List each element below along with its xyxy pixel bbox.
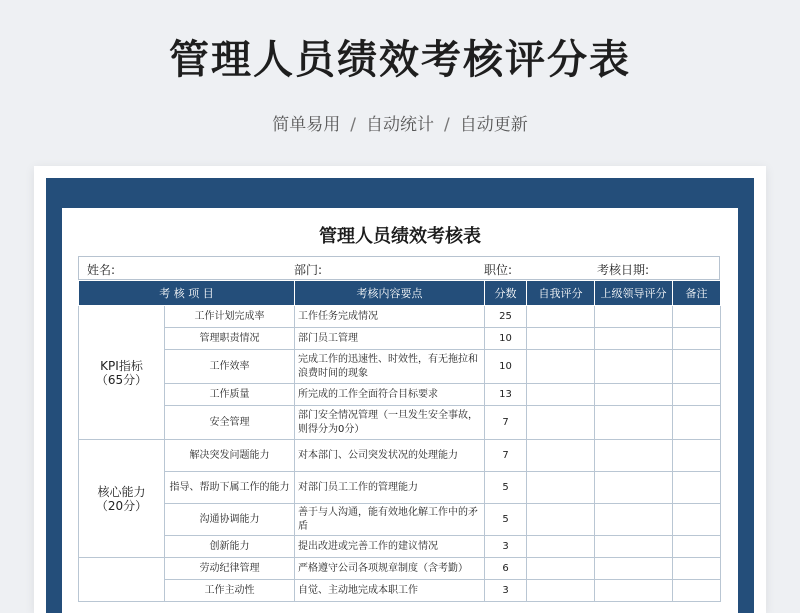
item-cell: 安全管理 <box>165 406 295 440</box>
item-cell: 工作计划完成率 <box>165 306 295 328</box>
score-cell: 10 <box>485 328 527 350</box>
self-score-cell[interactable] <box>527 580 595 602</box>
page-subtitle <box>0 110 800 135</box>
item-cell: 工作质量 <box>165 384 295 406</box>
category-name: 核心能力 <box>97 484 146 499</box>
score-cell: 6 <box>485 558 527 580</box>
score-cell: 5 <box>485 504 527 536</box>
note-cell[interactable] <box>673 440 721 472</box>
score-cell: 3 <box>485 580 527 602</box>
score-cell: 13 <box>485 384 527 406</box>
self-score-cell[interactable] <box>527 440 595 472</box>
position-label: 职位: <box>484 263 513 277</box>
table-row <box>79 406 721 440</box>
table-row <box>79 328 721 350</box>
page-title: 管理人员绩效考核评分表 <box>169 37 631 83</box>
table-header-row <box>79 281 721 306</box>
item-cell: 管理职责情况 <box>165 328 295 350</box>
leader-score-cell[interactable] <box>595 580 673 602</box>
category-cell <box>79 558 165 602</box>
dept-label: 部门: <box>294 263 323 277</box>
self-score-cell[interactable] <box>527 306 595 328</box>
content-cell: 完成工作的迅速性、时效性，有无拖拉和浪费时间的现象 <box>295 350 485 384</box>
content-cell: 部门安全情况管理（一旦发生安全事故，则得分为0分） <box>295 406 485 440</box>
item-cell: 指导、帮助下属工作的能力 <box>165 472 295 504</box>
category-score: （65分） <box>95 372 148 387</box>
content-cell: 对部门员工工作的管理能力 <box>295 472 485 504</box>
score-cell: 3 <box>485 536 527 558</box>
header-score: 分数 <box>485 281 527 306</box>
table-row <box>79 536 721 558</box>
note-cell[interactable] <box>673 558 721 580</box>
score-cell: 7 <box>485 406 527 440</box>
score-cell: 25 <box>485 306 527 328</box>
content-cell: 严格遵守公司各项规章制度（含考勤） <box>295 558 485 580</box>
content-cell: 善于与人沟通，能有效地化解工作中的矛盾 <box>295 504 485 536</box>
score-cell: 7 <box>485 440 527 472</box>
category-cell <box>79 306 165 440</box>
category-name: KPI指标 <box>100 358 143 373</box>
header-self-score: 自我评分 <box>527 281 595 306</box>
self-score-cell[interactable] <box>527 536 595 558</box>
category-cell <box>79 440 165 558</box>
leader-score-cell[interactable] <box>595 384 673 406</box>
self-score-cell[interactable] <box>527 558 595 580</box>
leader-score-cell[interactable] <box>595 328 673 350</box>
table-row <box>79 504 721 536</box>
header-item: 考 核 项 目 <box>79 281 295 306</box>
note-cell[interactable] <box>673 328 721 350</box>
header-note: 备注 <box>673 281 721 306</box>
self-score-cell[interactable] <box>527 350 595 384</box>
leader-score-cell[interactable] <box>595 504 673 536</box>
header-content: 考核内容要点 <box>295 281 485 306</box>
table-row <box>79 472 721 504</box>
info-row <box>78 256 720 280</box>
leader-score-cell[interactable] <box>595 406 673 440</box>
leader-score-cell[interactable] <box>595 558 673 580</box>
leader-score-cell[interactable] <box>595 350 673 384</box>
evaluation-table <box>78 280 721 602</box>
note-cell[interactable] <box>673 350 721 384</box>
subtitle-separator: / <box>350 115 356 135</box>
note-cell[interactable] <box>673 406 721 440</box>
note-cell[interactable] <box>673 580 721 602</box>
content-cell: 所完成的工作全面符合目标要求 <box>295 384 485 406</box>
item-cell: 工作效率 <box>165 350 295 384</box>
leader-score-cell[interactable] <box>595 536 673 558</box>
table-row <box>79 580 721 602</box>
content-cell: 工作任务完成情况 <box>295 306 485 328</box>
table-row <box>79 384 721 406</box>
note-cell[interactable] <box>673 536 721 558</box>
item-cell: 沟通协调能力 <box>165 504 295 536</box>
subtitle-separator: / <box>444 115 450 135</box>
item-cell: 解决突发问题能力 <box>165 440 295 472</box>
note-cell[interactable] <box>673 306 721 328</box>
evaluation-sheet <box>62 208 738 613</box>
self-score-cell[interactable] <box>527 384 595 406</box>
self-score-cell[interactable] <box>527 328 595 350</box>
content-cell: 提出改进或完善工作的建议情况 <box>295 536 485 558</box>
self-score-cell[interactable] <box>527 472 595 504</box>
category-score: （20分） <box>95 498 148 513</box>
sheet-frame <box>46 178 754 613</box>
table-row <box>79 440 721 472</box>
name-label: 姓名: <box>87 263 116 277</box>
note-cell[interactable] <box>673 504 721 536</box>
header-leader-score: 上级领导评分 <box>595 281 673 306</box>
subtitle-item: 自动更新 <box>459 115 528 135</box>
content-cell: 自觉、主动地完成本职工作 <box>295 580 485 602</box>
item-cell: 工作主动性 <box>165 580 295 602</box>
date-label: 考核日期: <box>597 263 650 277</box>
item-cell: 创新能力 <box>165 536 295 558</box>
leader-score-cell[interactable] <box>595 306 673 328</box>
table-row <box>79 558 721 580</box>
item-cell: 劳动纪律管理 <box>165 558 295 580</box>
subtitle-item: 自动统计 <box>366 115 434 135</box>
note-cell[interactable] <box>673 384 721 406</box>
subtitle-item: 简单易用 <box>272 115 341 135</box>
score-cell: 5 <box>485 472 527 504</box>
self-score-cell[interactable] <box>527 406 595 440</box>
note-cell[interactable] <box>673 472 721 504</box>
content-cell: 对本部门、公司突发状况的处理能力 <box>295 440 485 472</box>
document-card <box>34 166 766 613</box>
content-cell: 部门员工管理 <box>295 328 485 350</box>
score-cell: 10 <box>485 350 527 384</box>
sheet-title: 管理人员绩效考核表 <box>319 226 481 247</box>
leader-score-cell[interactable] <box>595 472 673 504</box>
self-score-cell[interactable] <box>527 504 595 536</box>
table-row <box>79 350 721 384</box>
leader-score-cell[interactable] <box>595 440 673 472</box>
table-row <box>79 306 721 328</box>
